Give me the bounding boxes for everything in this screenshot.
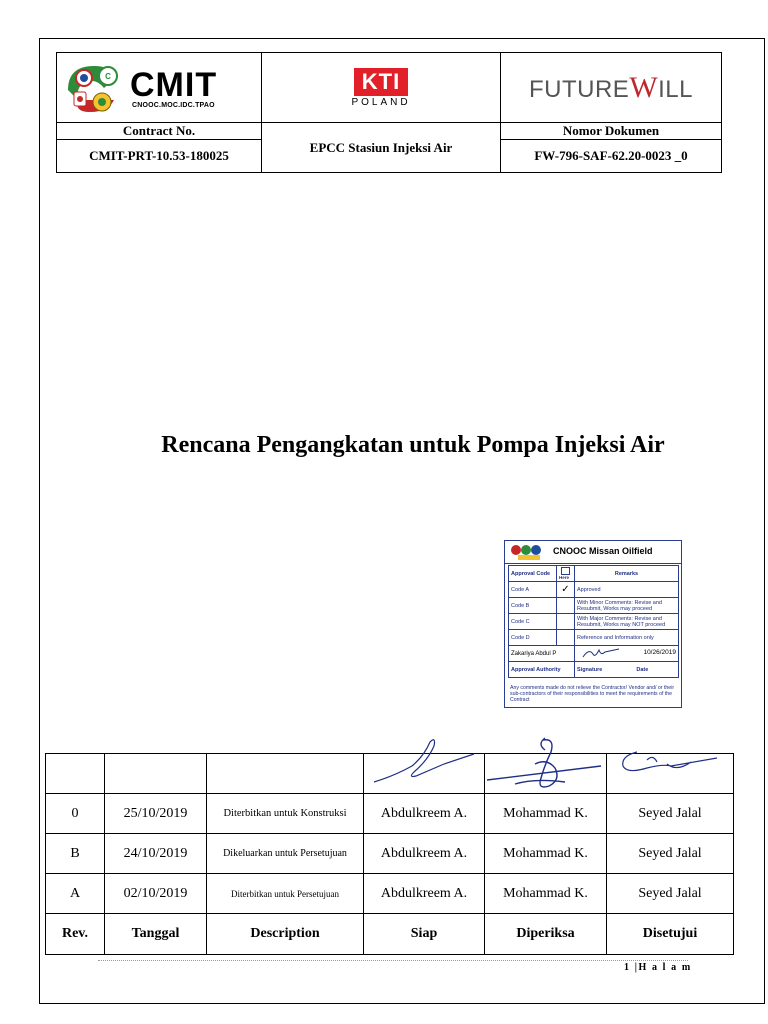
stamp-company: CNOOC Missan Oilfield [553,546,653,556]
stamp-check [557,630,575,646]
cmit-subtitle: CNOOC.MOC.IDC.TPAO [132,101,215,109]
stamp-date: 10/26/2019 [643,649,676,656]
page-number: 1 |H a l a m [624,962,692,973]
date-cell: 02/10/2019 [105,874,207,914]
svg-text:C: C [105,71,111,81]
doc-number-label: Nomor Dokumen [501,123,722,140]
stamp-sign-date-cell [575,646,679,662]
header-description: Description [207,914,364,955]
header-date: Tanggal [105,914,207,955]
date-cell: 24/10/2019 [105,834,207,874]
header-checked: Diperiksa [485,914,607,955]
prepared-cell: Abdulkreem A. [364,874,485,914]
cmit-emblems-icon [510,543,550,561]
revision-row [46,874,734,914]
stamp-signature-icon [579,646,629,660]
stamp-label-date: Date [636,666,649,673]
kti-subtitle: POLAND [351,96,411,108]
cmit-wordmark: CMIT [130,65,218,104]
futurewill-w: W [629,70,659,104]
sig-cell-empty [105,754,207,794]
stamp-remark: With Minor Comments: Revise and Resubmit, Works may proceed [575,598,679,614]
stamp-check [557,614,575,630]
checked-cell: Mohammad K. [485,794,607,834]
signature-checked-icon [485,734,605,792]
stamp-authority-name: Zakariya Abdul P [509,646,575,662]
doc-number: FW-796-SAF-62.20-0023 _0 [501,140,722,173]
checked-cell: Mohammad K. [485,834,607,874]
stamp-code: Code A [509,582,557,598]
sig-cell-prepared [364,754,485,794]
stamp-label-sig-date [575,662,679,678]
signature-approved-icon [607,744,727,790]
revision-row [46,794,734,834]
sig-cell-approved [607,754,734,794]
desc-cell: Dikeluarkan untuk Persetujuan [207,834,364,874]
desc-cell: Diterbitkan untuk Konstruksi [207,794,364,834]
futurewill-logo [501,71,721,105]
kti-wordmark: KTI [354,68,408,96]
rev-cell: A [46,874,105,914]
sig-cell-checked [485,754,607,794]
kti-logo-cell [262,53,501,123]
stamp-col-here-label: Here [559,575,570,580]
header-prepared: Siap [364,914,485,955]
contract-label: Contract No. [57,123,262,140]
stamp-col-here [557,566,575,582]
revision-header-row [46,914,734,955]
stamp-remark: Approved [575,582,679,598]
document-title-text: Rencana Pengangkatan untuk Pompa Injeksi Air [161,432,665,458]
kti-logo [326,68,436,108]
cmit-logo-cell [57,53,262,123]
desc-cell: Diterbitkan untuk Persetujuan [207,874,364,914]
contract-number: CMIT-PRT-10.53-180025 [57,140,262,173]
stamp-label-authority: Approval Authority [509,662,575,678]
date-cell: 25/10/2019 [105,794,207,834]
rev-cell: 0 [46,794,105,834]
signature-prepared-icon [364,736,482,786]
sig-cell-empty [46,754,105,794]
sig-cell-empty [207,754,364,794]
stamp-code: Code D [509,630,557,646]
document-title [0,432,768,459]
project-name: EPCC Stasiun Injeksi Air [262,123,501,173]
stamp-col-remarks: Remarks [575,566,679,582]
futurewill-part2: ILL [658,75,694,103]
futurewill-part1: FUTURE [528,75,630,103]
header-approved: Disetujui [607,914,734,955]
stamp-col-code: Approval Code [509,566,557,582]
revision-table [45,753,734,955]
futurewill-logo-cell [501,53,722,123]
stamp-remark: With Major Comments: Revise and Resubmit, Works may NOT proceed [575,614,679,630]
prepared-cell: Abdulkreem A. [364,834,485,874]
stamp-code: Code B [509,598,557,614]
cmit-logo [64,58,254,118]
approved-cell: Seyed Jalal [607,834,734,874]
stamp-header [505,541,681,564]
signature-row [46,754,734,794]
header-table [56,52,722,173]
checkbox-icon [561,567,570,575]
revision-row [46,834,734,874]
stamp-check [557,598,575,614]
footer-divider [98,960,688,961]
approved-cell: Seyed Jalal [607,874,734,914]
prepared-cell: Abdulkreem A. [364,794,485,834]
stamp-remark: Reference and Information only [575,630,679,646]
stamp-check: ✓ [557,582,575,598]
header-rev: Rev. [46,914,105,955]
stamp-code: Code C [509,614,557,630]
stamp-grid [508,565,679,678]
rev-cell: B [46,834,105,874]
approved-cell: Seyed Jalal [607,794,734,834]
cmit-emblems-icon [64,62,130,114]
approval-stamp [504,540,682,708]
stamp-note: Any comments made do not relieve the Contractor/ Vendor and/ or their sub-contractors of their responsibilities to meet the requirements of the Contract [510,685,675,703]
checked-cell: Mohammad K. [485,874,607,914]
stamp-label-signature: Signature [577,666,603,673]
